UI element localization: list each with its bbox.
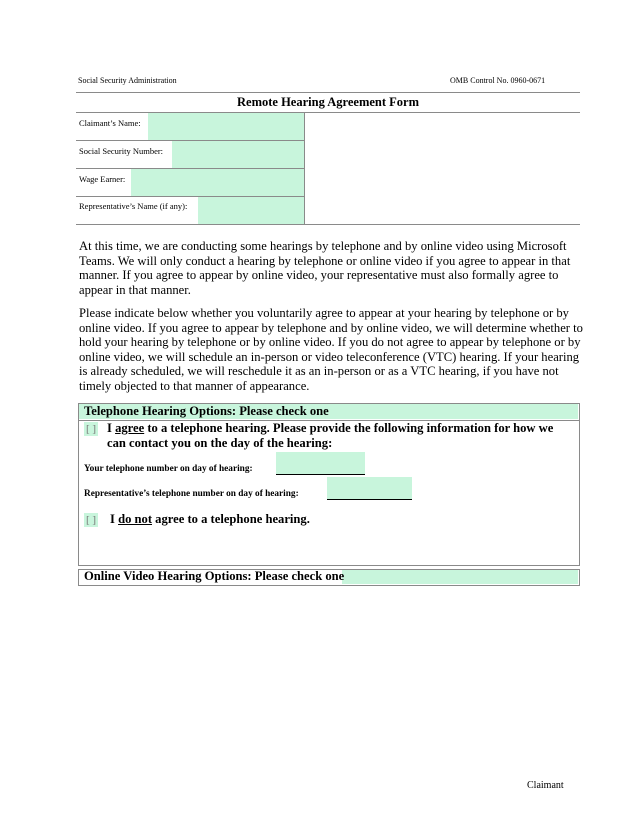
ssn-row [76,141,304,169]
rep-phone-label: Representative’s telephone number on day of hearing: [84,489,299,499]
field-table-divider [304,112,305,224]
agree-prefix: I [107,421,116,435]
online-heading-highlight [342,570,578,584]
ssn-input[interactable] [172,141,304,168]
decline-suffix: agree to a telephone hearing. [152,512,310,526]
rep-phone-input[interactable] [327,477,412,500]
form-title: Remote Hearing Agreement Form [237,95,419,109]
footer-label: Claimant [527,780,564,791]
decline-prefix: I [110,512,119,526]
representative-name-input[interactable] [198,197,304,224]
claimant-name-label: Claimant’s Name: [79,118,141,128]
omb-control-number: OMB Control No. 0960-0671 [450,76,546,85]
your-phone-label: Your telephone number on day of hearing: [84,464,253,474]
telephone-decline-checkbox[interactable]: [ ] [85,514,97,526]
online-heading: Online Video Hearing Options: Please check one [84,569,345,583]
claimant-name-input[interactable] [148,113,304,140]
top-divider [76,92,580,93]
intro-paragraph: At this time, we are conducting some hearings by telephone and by online video using Microsoft Teams. We will only conduct a hearing by telephone or online video if you agree to appear in that manner. If you agree to appear by online video, your representative must also formally agree to appear in that manner. [79,239,571,297]
telephone-heading: Telephone Hearing Options: Please check one [84,404,329,418]
rep-phone-label-text: Representative’s telephone number on day of hearing [84,489,296,499]
claimant-name-row [76,113,304,141]
ssn-label: Social Security Number: [79,146,164,156]
your-phone-input[interactable] [276,452,365,475]
agree-suffix: to a telephone hearing. Please provide the following information for how we can contact you on the day of the hearing: [107,421,554,450]
decline-keyword: do not [118,512,153,526]
representative-name-row [76,197,304,225]
agency-name: Social Security Administration [78,76,177,85]
telephone-agree-text [107,421,567,451]
instructions-paragraph: Please indicate below whether you voluntarily agree to appear at your hearing by telephone or by online video. If you agree to appear by telephone and by online video, we will determine whether to hold your hearing by telephone or by online video. If you do not agree to appear by telephone or by online video, we will schedule an in-person or video teleconference (VTC) hearing. If your hearing is already scheduled, we will reschedule it as an in-person or as a VTC hearing, if you have not timely objected to that manner of appearance. [79,306,583,393]
telephone-agree-checkbox[interactable]: [ ] [85,423,97,435]
wage-earner-row [76,169,304,197]
agree-keyword: agree [115,421,145,435]
wage-earner-label: Wage Earner: [79,174,126,184]
representative-name-label: Representative’s Name (if any): [79,201,188,211]
your-phone-label-text: Your telephone number on day of hearing [84,464,250,474]
table-bottom-divider [76,224,580,225]
telephone-decline-text [110,512,310,527]
wage-earner-input[interactable] [131,169,304,196]
